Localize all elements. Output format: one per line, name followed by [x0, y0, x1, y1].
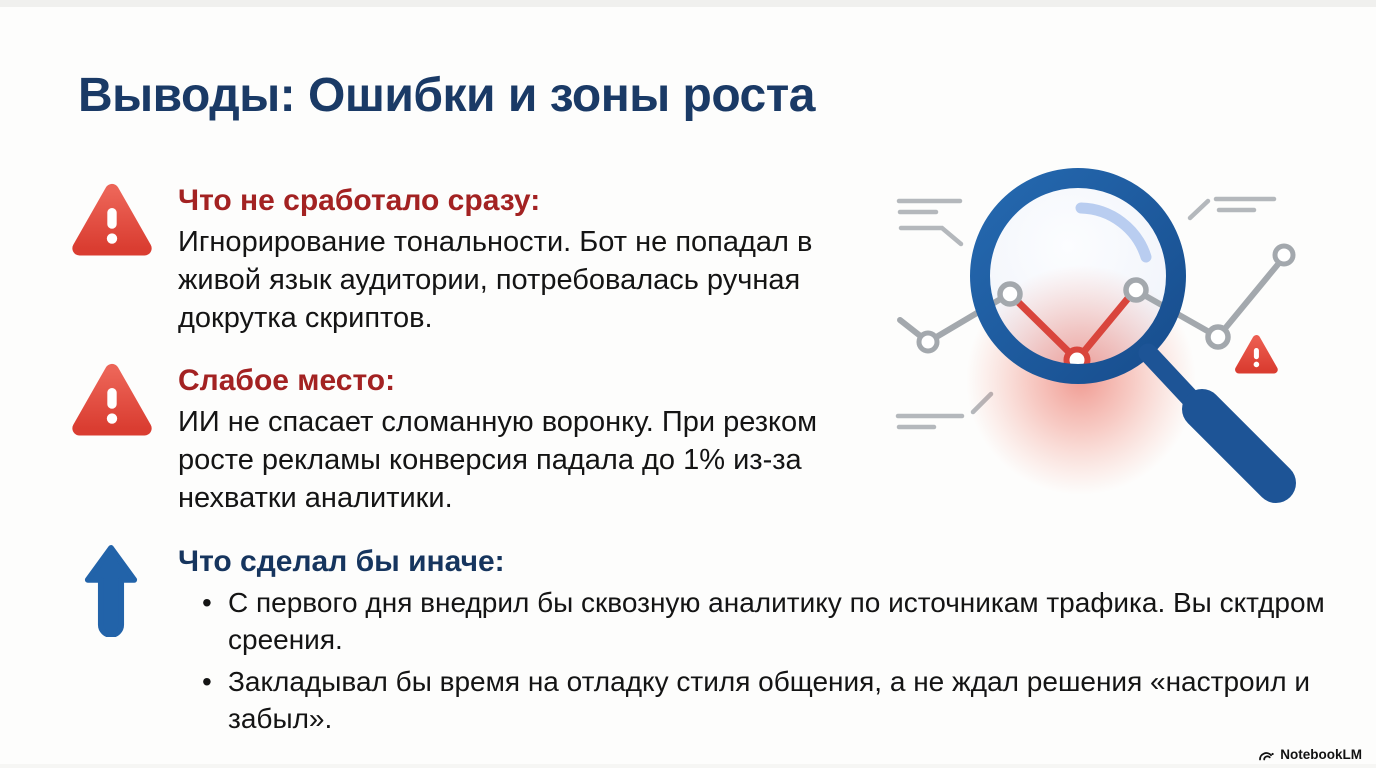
section-weak-spot	[70, 362, 846, 517]
section-heading: Что не сработало сразу:	[178, 184, 541, 217]
slide-title: Выводы: Ошибки и зоны роста	[78, 69, 815, 122]
warning-triangle-icon	[70, 362, 154, 440]
warning-triangle-icon	[70, 182, 154, 260]
bottom-edge-strip	[0, 764, 1376, 768]
top-edge-strip	[0, 0, 1376, 7]
section-text-column	[178, 543, 505, 584]
section-text-column	[178, 182, 846, 337]
do-differently-bullet-list	[200, 584, 1330, 742]
section-icon-column	[70, 543, 178, 637]
section-text-column	[178, 362, 846, 517]
section-heading: Что сделал бы иначе:	[178, 545, 505, 578]
section-body: Игнорирование тональности. Бот не попадал в живой язык аудитории, потребовалась ручная докрутка скриптов.	[178, 226, 813, 334]
notebooklm-brand	[1258, 747, 1362, 762]
section-icon-column	[70, 182, 178, 260]
section-body: ИИ не спасает сломанную воронку. При резком росте рекламы конверсия падала до 1% из-за нехватки аналитики.	[178, 406, 818, 514]
section-what-failed	[70, 182, 846, 337]
notebooklm-brand-label: NotebookLM	[1280, 747, 1362, 762]
magnifier-handle	[1202, 409, 1276, 483]
arrow-up-icon	[82, 543, 140, 637]
section-heading: Слабое место:	[178, 364, 396, 397]
bullet-item: • С первого дня внедрил бы сквозную аналитику по источникам трафика. Вы сктдром среения.	[200, 584, 1330, 658]
bullet-item: • Закладывал бы время на отладку стиля общения, а не ждал решения «настроил и забыл».	[200, 663, 1330, 737]
section-icon-column	[70, 362, 178, 440]
notebooklm-logo-icon	[1258, 748, 1275, 761]
magnifier-over-declining-chart-illustration	[878, 158, 1338, 538]
warning-triangle-icon	[1239, 339, 1274, 370]
